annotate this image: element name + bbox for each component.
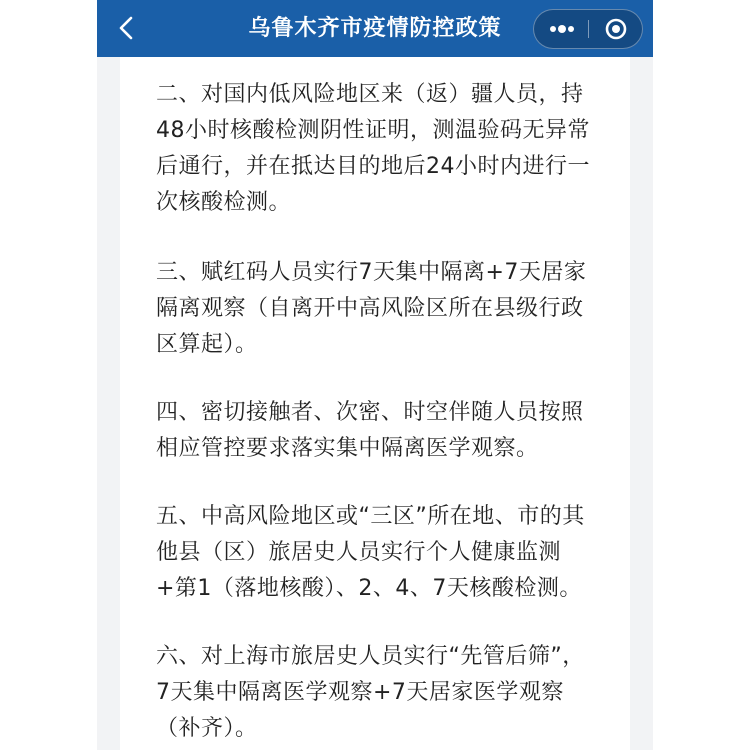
mini-program-capsule <box>533 9 643 49</box>
policy-paragraph-3: 三、赋红码人员实行7天集中隔离+7天居家隔离观察（自离开中高风险区所在县级行政区算起）。 <box>156 260 587 357</box>
close-button[interactable] <box>589 10 643 48</box>
navigation-bar <box>97 0 653 57</box>
policy-paragraph-4: 四、密切接触者、次密、时空伴随人员按照相应管控要求落实集中隔离医学观察。 <box>156 400 584 461</box>
policy-paragraph-6: 六、对上海市旅居史人员实行“先管后筛”，7天集中隔离医学观察+7天居家医学观察（补齐）。 <box>156 644 585 741</box>
webview <box>97 0 653 750</box>
more-button[interactable] <box>534 10 589 48</box>
more-dots-icon <box>534 10 589 48</box>
page-title: 乌鲁木齐市疫情防控政策 <box>248 16 502 41</box>
article-body <box>120 57 630 750</box>
policy-paragraph-2: 二、对国内低风险地区来（返）疆人员，持48小时核酸检测阴性证明，测温验码无异常后通行，并在抵达目的地后24小时内进行一次核酸检测。 <box>156 82 590 215</box>
policy-paragraph-5: 五、中高风险地区或“三区”所在地、市的其他县（区）旅居史人员实行个人健康监测+第1（落地核酸）、2、4、7天核酸检测。 <box>156 504 585 601</box>
target-circle-icon <box>589 10 643 48</box>
